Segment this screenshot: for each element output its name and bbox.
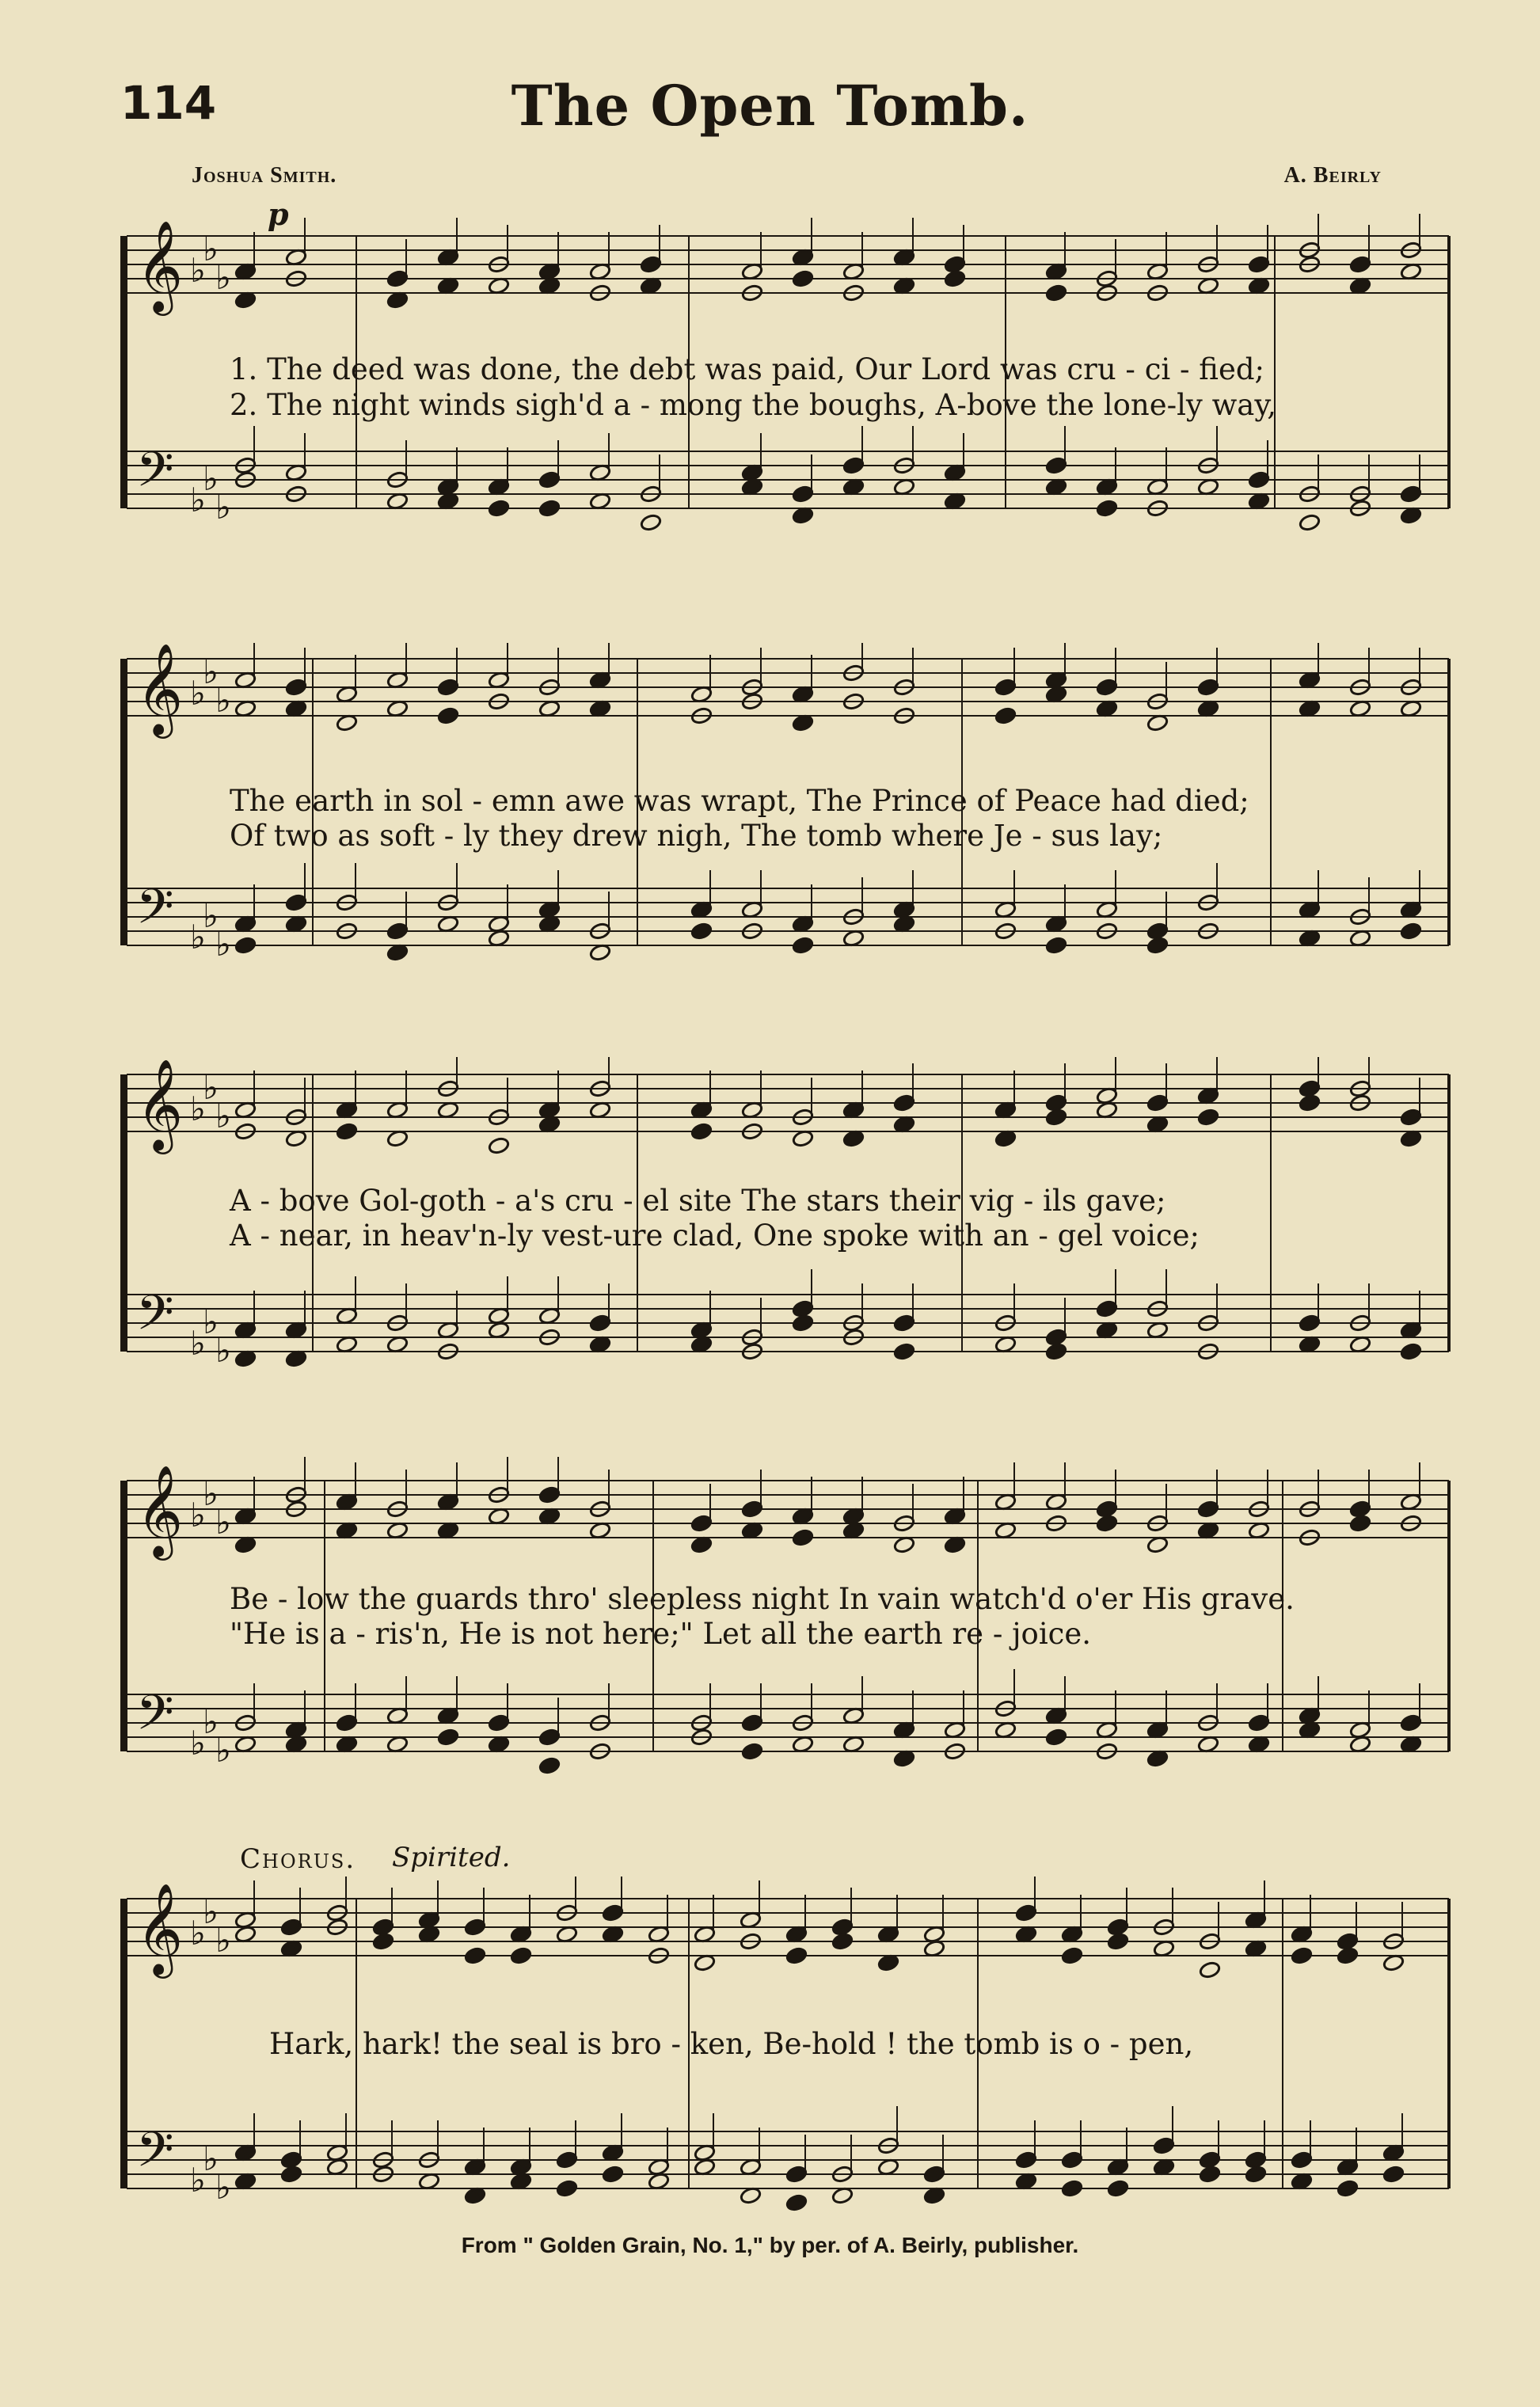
lyric-verse-2: A - near, in heav'n-ly vest-ure clad, One spoke with an - gel voice; — [230, 1219, 1200, 1253]
svg-text:♭: ♭ — [190, 674, 206, 713]
lyric-verse-2: Of two as soft - ly they drew nigh, The tomb where Je - sus lay; — [230, 819, 1163, 853]
chorus-label: Chorus. — [240, 1843, 356, 1875]
lyric-verse-1: Be - low the guards thro' sleepless night In vain watch'd o'er His grave. — [230, 1582, 1295, 1616]
svg-text:♭: ♭ — [203, 1474, 219, 1513]
svg-text:♭: ♭ — [190, 1914, 206, 1953]
svg-text:𝄢: 𝄢 — [136, 879, 174, 947]
svg-text:𝄞: 𝄞 — [136, 1882, 184, 1975]
lyric-verse-1: The earth in sol - emn awe was wrapt, The Prince of Peace had died; — [230, 784, 1249, 818]
svg-text:♭: ♭ — [215, 681, 231, 720]
svg-text:♭: ♭ — [215, 1097, 231, 1135]
svg-text:𝄢: 𝄢 — [136, 1285, 174, 1353]
svg-text:♭: ♭ — [190, 1324, 206, 1363]
svg-text:♭: ♭ — [203, 2139, 219, 2178]
footer-credit: From " Golden Grain, No. 1," by per. of A. Beirly, publisher. — [461, 2233, 1079, 2257]
svg-text:♭: ♭ — [203, 459, 219, 498]
svg-text:♭: ♭ — [203, 230, 219, 268]
svg-text:♭: ♭ — [215, 1331, 231, 1370]
svg-text:♭: ♭ — [190, 1724, 206, 1762]
chorus-tempo: Spirited. — [392, 1842, 511, 1873]
svg-text:♭: ♭ — [203, 896, 219, 935]
composer-credit: A. Beirly — [1283, 163, 1382, 188]
svg-text:♭: ♭ — [215, 1503, 231, 1542]
svg-text:♭: ♭ — [203, 1302, 219, 1341]
svg-text:♭: ♭ — [190, 251, 206, 290]
lyric-verse-1: A - bove Gol-goth - a's cru - el site The stars their vig - ils gave; — [230, 1184, 1166, 1218]
svg-text:♭: ♭ — [190, 1089, 206, 1128]
svg-text:♭: ♭ — [215, 488, 231, 527]
svg-text:♭: ♭ — [203, 1702, 219, 1741]
svg-text:𝄢: 𝄢 — [136, 2122, 174, 2190]
dynamic-mark: p — [268, 196, 289, 232]
lyric-chorus: Hark, hark! the seal is bro - ken, Be-hold ! the tomb is o - pen, — [269, 2027, 1194, 2061]
svg-text:♭: ♭ — [190, 481, 206, 519]
svg-text:𝄞: 𝄞 — [136, 1464, 184, 1557]
svg-text:♭: ♭ — [190, 2161, 206, 2200]
svg-text:♭: ♭ — [215, 1731, 231, 1770]
lyric-verse-2: "He is a - ris'n, He is not here;" Let all the earth re - joice. — [230, 1617, 1092, 1651]
svg-text:♭: ♭ — [215, 925, 231, 964]
svg-text:♭: ♭ — [203, 652, 219, 691]
svg-text:♭: ♭ — [203, 1892, 219, 1931]
lyric-verse-1: 1. The deed was done, the debt was paid, Our Lord was cru - ci - fied; — [230, 352, 1264, 386]
svg-text:♭: ♭ — [215, 258, 231, 297]
svg-text:♭: ♭ — [215, 2168, 231, 2207]
svg-text:♭: ♭ — [190, 918, 206, 956]
svg-text:♭: ♭ — [203, 1068, 219, 1107]
page-number: 114 — [120, 76, 217, 130]
svg-text:♭: ♭ — [190, 1496, 206, 1534]
lyric-verse-2: 2. The night winds sigh'd a - mong the boughs, A-bove the lone-ly way, — [230, 388, 1277, 422]
svg-text:𝄞: 𝄞 — [136, 219, 184, 312]
svg-text:𝄢: 𝄢 — [136, 442, 174, 510]
svg-text:𝄢: 𝄢 — [136, 1685, 174, 1753]
hymn-title: The Open Tomb. — [511, 73, 1029, 139]
lyricist-credit: Joshua Smith. — [192, 163, 337, 188]
svg-text:𝄞: 𝄞 — [136, 1058, 184, 1150]
svg-text:𝄞: 𝄞 — [136, 643, 184, 735]
svg-text:♭: ♭ — [215, 1921, 231, 1960]
